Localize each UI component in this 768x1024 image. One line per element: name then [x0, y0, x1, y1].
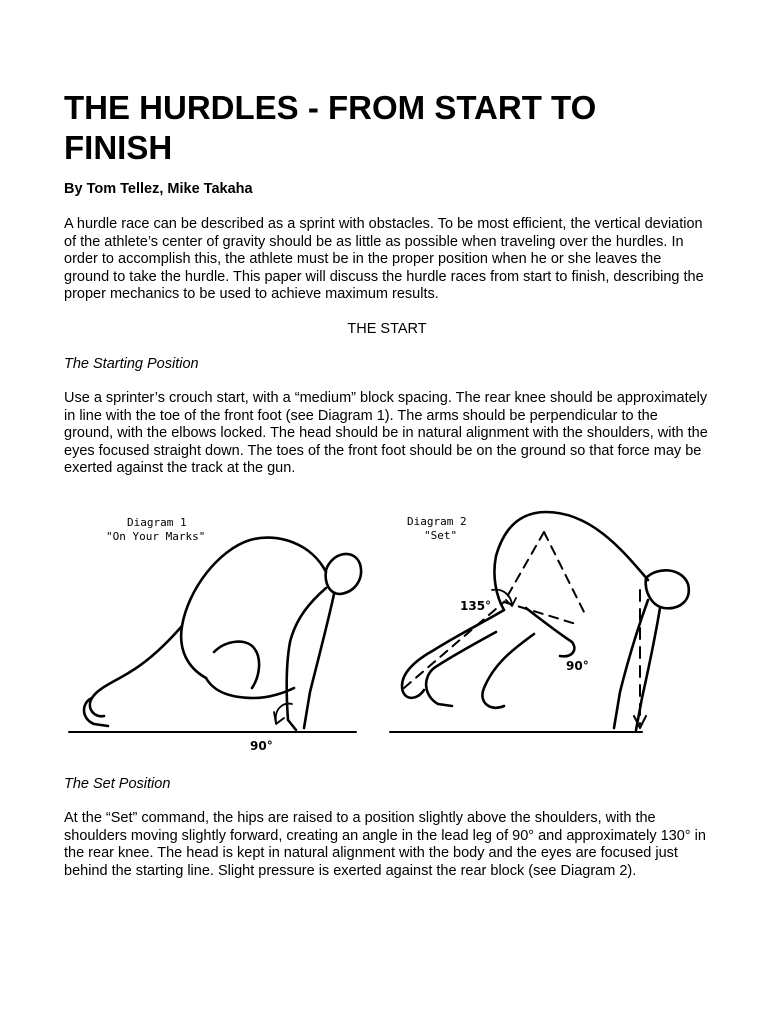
- diagram-2-rear-angle: 135°: [460, 599, 492, 613]
- set-position-heading: The Set Position: [64, 776, 171, 792]
- document-title: THE HURDLES - FROM START TO FINISH: [64, 89, 597, 166]
- diagram-1-caption: "On Your Marks": [106, 530, 206, 543]
- byline: By Tom Tellez, Mike Takaha: [64, 181, 253, 197]
- diagram-1-angle: 90°: [250, 739, 273, 753]
- start-diagrams-illustration: [64, 492, 706, 760]
- set-position-paragraph: At the “Set” command, the hips are raised to a position slightly above the shoulders, with the shoulders moving slightly forward, creating an angle in the lead leg of 90° and approximately 130° in the rear knee. The head is kept in natural alignment with the body and the eyes are focused just behind the starting line. Slight pressure is exerted against the rear block (see Diagram 2).: [64, 810, 706, 879]
- diagram-2-caption: "Set": [424, 529, 458, 542]
- start-diagrams-figure: [64, 492, 706, 760]
- diagram-2-front-angle: 90°: [566, 659, 589, 673]
- diagram-2-label: Diagram 2: [407, 515, 467, 528]
- starting-position-paragraph: Use a sprinter’s crouch start, with a “medium” block spacing. The rear knee should be approximately in line with the toe of the front foot (see Diagram 1). The arms should be perpendicular to the ground, with the elbows locked. The head should be in natural alignment with the shoulders, with the eyes focused straight down. The toes of the front foot should be on the ground so that force may be exerted against the track at the gun.: [64, 390, 708, 477]
- starting-position-heading: The Starting Position: [64, 356, 199, 372]
- section-heading: THE START: [347, 321, 427, 337]
- diagram-1-label: Diagram 1: [127, 516, 187, 529]
- intro-paragraph: A hurdle race can be described as a sprint with obstacles. To be most efficient, the vertical deviation of the athlete’s center of gravity should be as little as possible when traveling over the hurdles. In order to accomplish this, the athlete must be in the proper position when he or she leaves the ground to take the hurdle. This paper will discuss the hurdle races from start to finish, describing the proper mechanics to be used to achieve maximum results.: [64, 216, 704, 303]
